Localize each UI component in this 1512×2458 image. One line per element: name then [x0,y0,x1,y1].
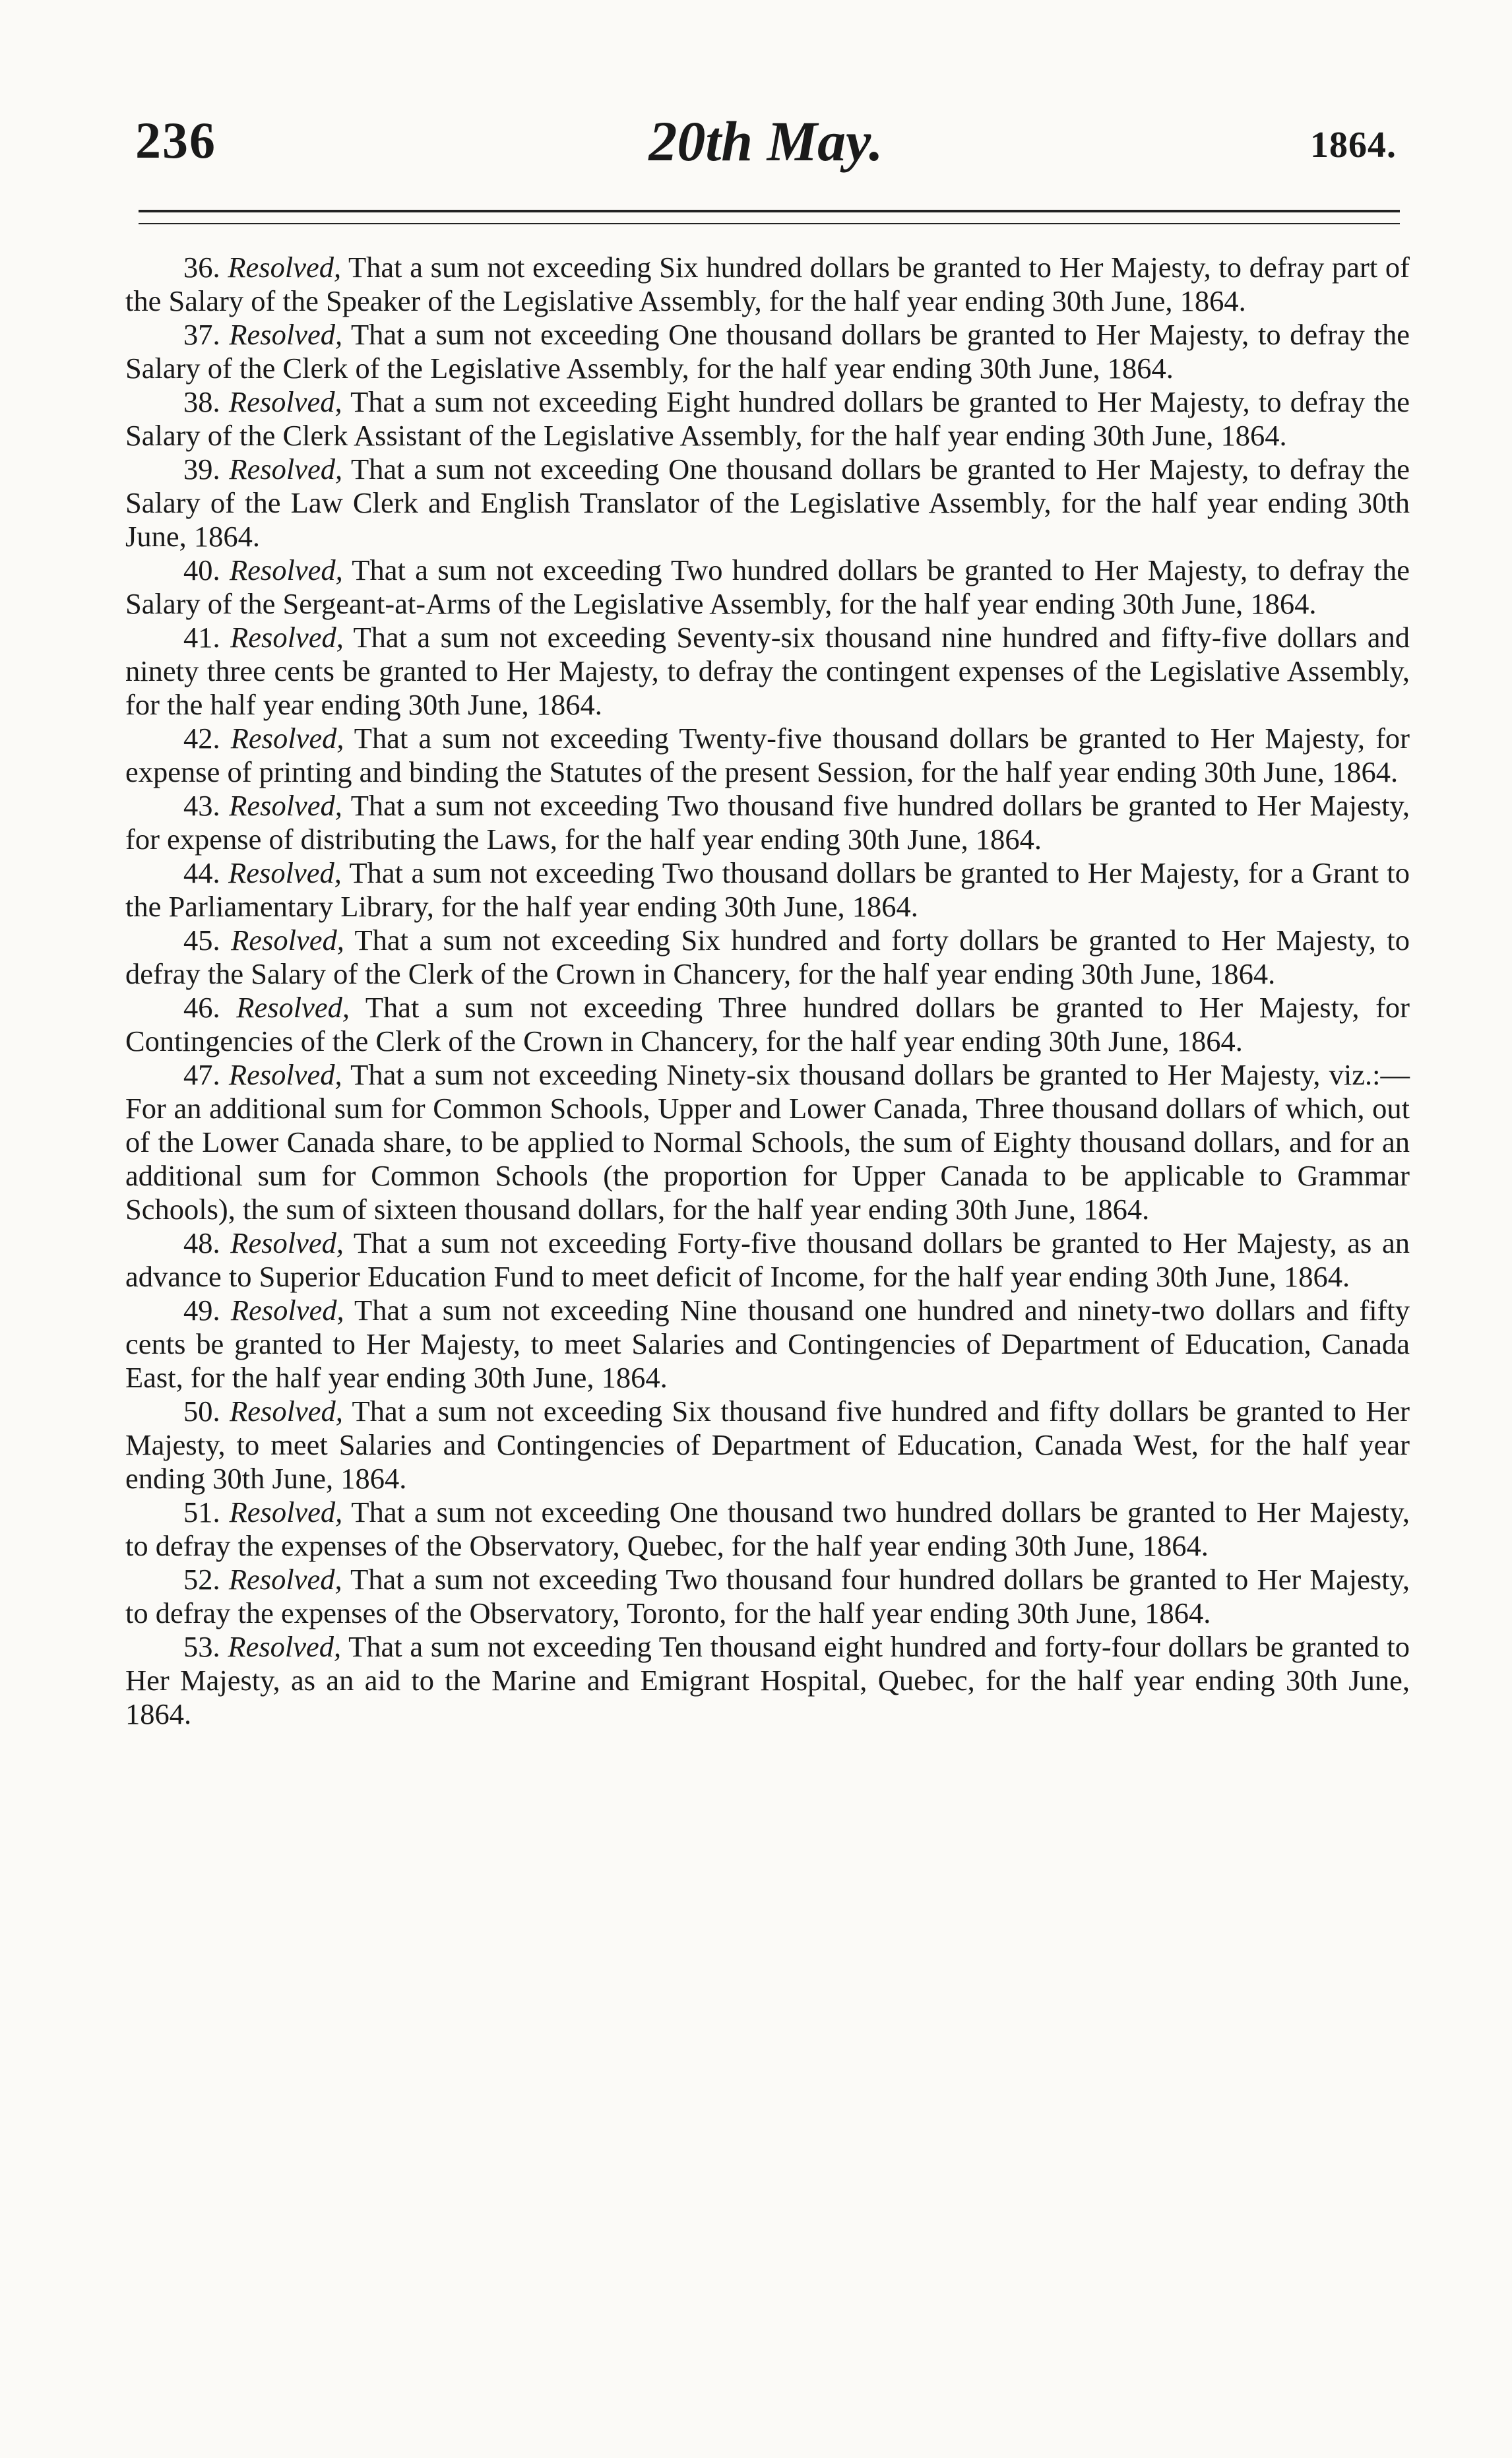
resolution-number: 45. [183,924,220,957]
resolved-word: Resolved, [229,789,342,822]
resolution-text: That a sum not exceeding One thousand dollars be granted to Her Majesty, to defray the Salary of the Law Clerk and English Translator of the Legislative Assembly, for the half year ending 30th June, 1864. [125,453,1410,553]
page-title: 20th May. [648,110,883,173]
resolution-text: That a sum not exceeding Six hundred and forty dollars be granted to Her Majesty, to defray the Salary of the Clerk of the Crown in Chancery, for the half year ending 30th June, 1864. [125,924,1410,990]
resolution-text: That a sum not exceeding Forty-five thousand dollars be granted to Her Majesty, as an advance to Superior Education Fund to meet deficit of Income, for the half year ending 30th June, 1864. [125,1226,1410,1293]
resolution-text: That a sum not exceeding Nine thousand one hundred and ninety-two dollars and fifty cents be granted to Her Majesty, to meet Salaries and Contingencies of Department of Education, Canada East, for the half year ending 30th June, 1864. [125,1294,1410,1394]
resolution-53 [125,1630,1410,1731]
resolution-44 [125,856,1410,924]
resolution-number: 48. [183,1226,220,1259]
resolution-37 [125,318,1410,385]
resolution-49 [125,1294,1410,1395]
resolution-number: 44. [183,856,220,889]
resolution-43 [125,789,1410,856]
resolution-52 [125,1563,1410,1630]
resolution-number: 38. [183,385,220,418]
resolved-word: Resolved, [236,991,350,1024]
resolution-47 [125,1058,1410,1226]
resolution-50 [125,1395,1410,1496]
resolution-text: That a sum not exceeding One thousand dollars be granted to Her Majesty, to defray the Salary of the Clerk of the Legislative Assembly, for the half year ending 30th June, 1864. [125,318,1410,385]
resolution-number: 49. [183,1294,220,1327]
resolution-39 [125,453,1410,553]
resolutions-list [125,251,1410,1731]
resolution-number: 41. [183,621,220,654]
resolution-46 [125,991,1410,1058]
resolved-word: Resolved, [228,385,342,418]
resolution-number: 40. [183,553,220,586]
resolution-41 [125,621,1410,722]
resolved-word: Resolved, [228,856,342,889]
resolution-text: That a sum not exceeding Two thousand five hundred dollars be granted to Her Majesty, for expense of distributing the Laws, for the half year ending 30th June, 1864. [125,789,1410,856]
resolved-word: Resolved, [230,722,344,755]
resolution-text: That a sum not exceeding Two hundred dollars be granted to Her Majesty, to defray the Salary of the Sergeant-at-Arms of the Legislative Assembly, for the half year ending 30th June, 1864. [125,553,1410,620]
resolved-word: Resolved, [228,1630,342,1663]
resolution-text: That a sum not exceeding Two thousand dollars be granted to Her Majesty, for a Grant to the Parliamentary Library, for the half year ending 30th June, 1864. [125,856,1410,923]
resolution-text: That a sum not exceeding Two thousand four hundred dollars be granted to Her Majesty, to defray the expenses of the Observatory, Toronto, for the half year ending 30th June, 1864. [125,1563,1410,1629]
resolution-number: 43. [183,789,220,822]
resolved-word: Resolved, [231,924,344,957]
resolution-number: 50. [183,1395,220,1428]
resolved-word: Resolved, [228,1563,342,1596]
resolution-text: That a sum not exceeding One thousand two hundred dollars be granted to Her Majesty, to defray the expenses of the Observatory, Quebec, for the half year ending 30th June, 1864. [125,1496,1410,1562]
resolved-word: Resolved, [230,621,344,654]
resolved-word: Resolved, [230,1395,343,1428]
resolved-word: Resolved, [228,1058,342,1091]
resolution-text: That a sum not exceeding Ninety-six thousand dollars be granted to Her Majesty, viz.:—For an additional sum for Common Schools, Upper and Lower Canada, Three thousand dollars of which, out of the Lower Canada share, to be applied to Normal Schools, the sum of Eighty thousand dollars, and for an additional sum for Common Schools (the proportion for Upper Canada to be applicable to Grammar Schools), the sum of sixteen thousand dollars, for the half year ending 30th June, 1864. [125,1058,1410,1226]
resolution-51 [125,1496,1410,1563]
resolution-number: 51. [183,1496,220,1528]
page-number: 236 [135,111,216,169]
resolution-number: 42. [183,722,220,755]
resolution-36 [125,251,1410,318]
resolution-number: 46. [183,991,220,1024]
resolved-word: Resolved, [229,1496,343,1528]
resolution-45 [125,924,1410,991]
resolution-40 [125,553,1410,621]
resolution-text: That a sum not exceeding Six hundred dollars be granted to Her Majesty, to defray part of the Salary of the Speaker of the Legislative Assembly, for the half year ending 30th June, 1864. [125,251,1410,317]
resolution-number: 52. [183,1563,220,1596]
resolved-word: Resolved, [230,553,343,586]
resolution-number: 37. [183,318,220,351]
resolution-text: That a sum not exceeding Seventy-six thousand nine hundred and fifty-five dollars and ninety three cents be granted to Her Majesty, to defray the contingent expenses of the Legislative Assembly, for the half year ending 30th June, 1864. [125,621,1410,721]
resolution-38 [125,385,1410,453]
resolution-number: 47. [183,1058,220,1091]
resolved-word: Resolved, [230,1226,344,1259]
resolution-42 [125,722,1410,789]
resolved-word: Resolved, [229,453,343,486]
resolution-48 [125,1226,1410,1294]
year: 1864. [1310,125,1397,166]
resolution-number: 53. [183,1630,220,1663]
resolution-text: That a sum not exceeding Three hundred dollars be granted to Her Majesty, for Contingencies of the Clerk of the Crown in Chancery, for the half year ending 30th June, 1864. [125,991,1410,1057]
resolution-number: 36. [183,251,220,284]
resolution-text: That a sum not exceeding Eight hundred dollars be granted to Her Majesty, to defray the Salary of the Clerk Assistant of the Legislative Assembly, for the half year ending 30th June, 1864. [125,385,1410,452]
resolved-word: Resolved, [230,1294,344,1327]
header-divider [139,210,1400,224]
resolved-word: Resolved, [228,251,342,284]
resolution-text: That a sum not exceeding Ten thousand eight hundred and forty-four dollars be granted to Her Majesty, as an aid to the Marine and Emigrant Hospital, Quebec, for the half year ending 30th June, 1864. [125,1630,1410,1730]
resolution-text: That a sum not exceeding Six thousand five hundred and fifty dollars be granted to Her Majesty, to meet Salaries and Contingencies of Department of Education, Canada West, for the half year ending 30th June, 1864. [125,1395,1410,1495]
resolved-word: Resolved, [229,318,343,351]
resolution-text: That a sum not exceeding Twenty-five thousand dollars be granted to Her Majesty, for expense of printing and binding the Statutes of the present Session, for the half year ending 30th June, 1864. [125,722,1410,788]
resolution-number: 39. [183,453,220,486]
page-header [135,99,1397,191]
